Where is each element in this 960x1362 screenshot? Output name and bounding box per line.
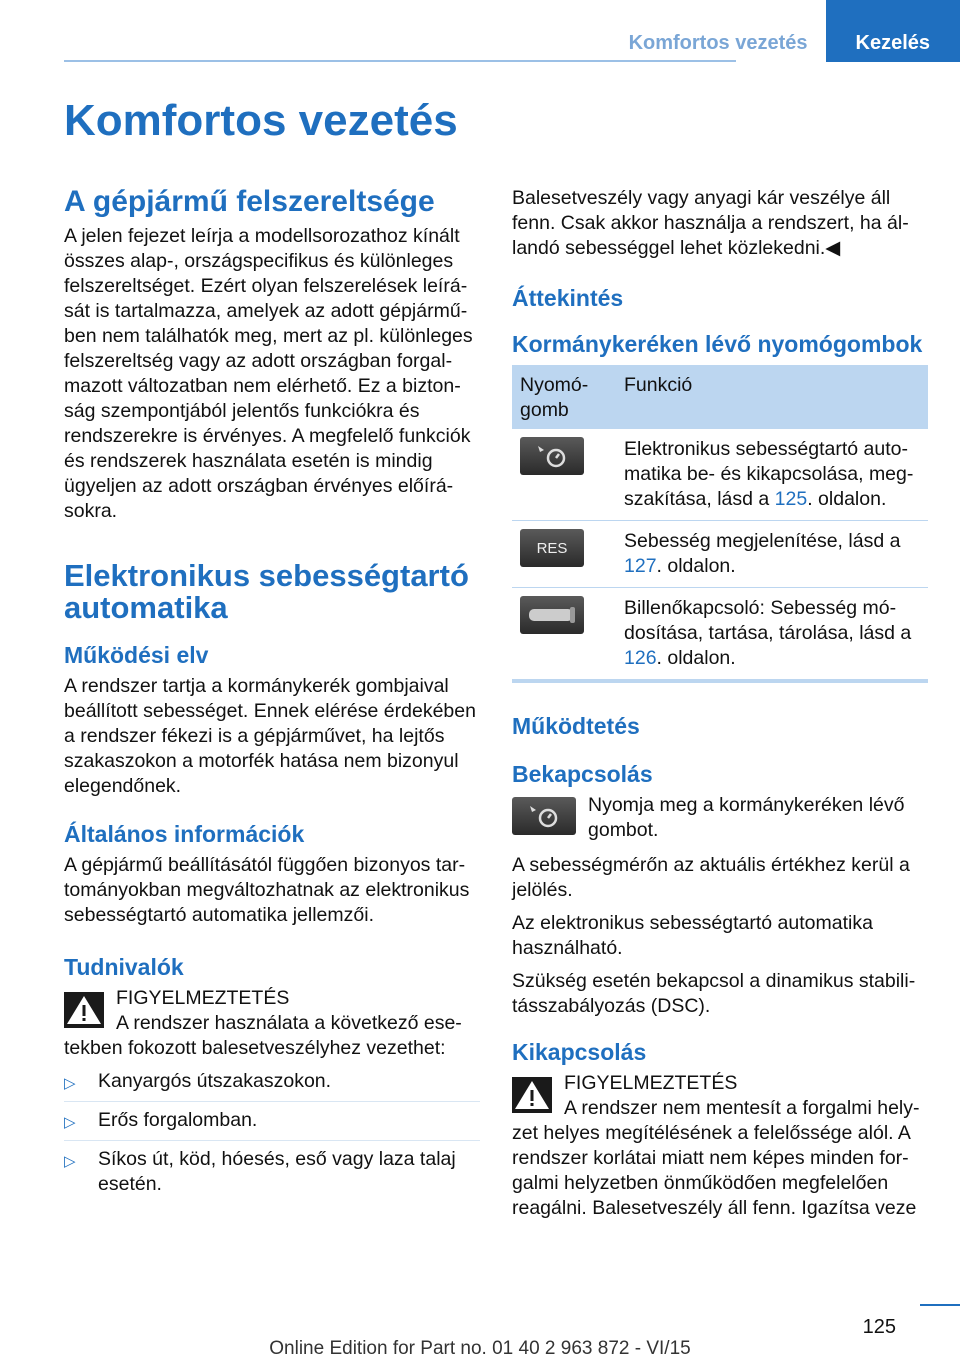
page-header xyxy=(611,0,960,62)
paragraph-switch-on-1: A sebességmérőn az aktuális értékhez kerül a jelölés. xyxy=(512,854,910,901)
right-column xyxy=(512,186,928,1221)
paragraph-press-button: Nyomja meg a kormánykeréken lévő gombot. xyxy=(588,794,905,841)
header-tab[interactable]: Kezelés xyxy=(826,0,960,62)
paragraph-switch-on-3: Szükség esetén bekapcsol a dinamikus stabilitásszabályozás (DSC). xyxy=(512,970,916,1017)
table-cell: Billenőkapcsoló: Sebesség módosítása, tartása, tárolása, lásd a 126. oldalon. xyxy=(616,588,928,682)
heading-notes: Tudnivalók xyxy=(64,954,184,980)
warning-heading: FIGYELMEZTETÉS xyxy=(116,987,290,1009)
page-number: 125 xyxy=(862,1316,896,1338)
table-cell: Elektronikus sebességtartó automatika be- és kikapcsolása, megszakítása, lásd a 125. oldalon. xyxy=(616,429,928,521)
warning-heading: FIGYELMEZTETÉS xyxy=(564,1072,738,1094)
heading-switch-off: Kikapcsolás xyxy=(512,1039,647,1065)
footer-text: Online Edition for Part no. 01 40 2 963 872 - VI/15 xyxy=(269,1338,691,1359)
warning-text: A rendszer használata a következő esetekben fokozott balesetveszélyhez vezethet: xyxy=(64,1012,462,1059)
list-item: ▷ Síkos út, köd, hóesés, eső vagy laza talaj esetén. xyxy=(64,1148,456,1195)
heading-general: Általános információk xyxy=(64,821,305,847)
heading-principle: Működési elv xyxy=(64,642,209,668)
triangle-bullet-icon: ▷ xyxy=(64,1114,76,1131)
page-title: Komfortos vezetés xyxy=(64,96,458,145)
rocker-switch-icon xyxy=(520,596,584,634)
buttons-table xyxy=(512,365,928,683)
bullet-list xyxy=(64,1069,480,1204)
paragraph-equipment: A jelen fejezet leírja a modellsorozathoz kínált összes alap-, országspecifikus és különleges felszereltséget. Ezért olyan felszerelések leírását is tartalmazza, amelyek az adott gépjárműben nem találhatók meg, mert az pl. különleges felszereltség vagy az adott országban forgalmazott változatban nem elérhető. Ez a biztonság szempontjából jelentős funkciókra és rendszerekre is érvényes. A megfelelő funkciók és rendszerek használata esetén is mindig ügyeljen az adott országban érvényes előírásokra. xyxy=(64,225,473,522)
operation-step xyxy=(512,793,928,843)
table-row xyxy=(512,588,928,682)
table-row xyxy=(512,429,928,521)
page-link[interactable]: 125 xyxy=(774,488,808,510)
warning-box xyxy=(64,986,480,1061)
paragraph-general: A gépjármű beállításától függően bizonyos tartományokban megváltozhatnak az elektronikus sebességtartó automatika jellemzői. xyxy=(64,854,470,926)
column-header-function: Funkció xyxy=(616,365,928,429)
table-cell: Sebesség megjelenítése, lásd a 127. oldalon. xyxy=(616,521,928,588)
paragraph-principle: A rendszer tartja a kormánykerék gombjaival beállított sebességet. Ennek elérése érdekében a rendszer fékezi is a gépjárművet, ha lejtős szakaszokon a motorfék hatása nem bizonyul elegendőnek. xyxy=(64,675,476,797)
warning-text: A rendszer nem mentesít a forgalmi helyzet helyes megítélésének a felelőssége alól. A rendszer korlátai miatt nem képes minden forgalmi helyzetben önműködően megfelelően reagálni. Balesetveszély áll fenn. Igazítsa veze xyxy=(512,1097,920,1219)
page-link[interactable]: 126 xyxy=(624,647,657,669)
triangle-bullet-icon: ▷ xyxy=(64,1153,76,1170)
header-rule xyxy=(64,60,736,62)
left-column xyxy=(64,186,480,1210)
cruise-control-icon xyxy=(520,437,584,475)
column-header-button: Nyomógomb xyxy=(512,365,616,429)
res-button-icon: RES xyxy=(520,529,584,567)
page-link[interactable]: 127 xyxy=(624,555,657,577)
paragraph-switch-on-2: Az elektronikus sebességtartó automatika használható. xyxy=(512,912,873,959)
header-section: Komfortos vezetés xyxy=(628,32,808,54)
triangle-bullet-icon: ▷ xyxy=(64,1075,76,1092)
warning-icon xyxy=(512,1077,552,1113)
cruise-control-icon xyxy=(512,797,576,835)
heading-switch-on: Bekapcsolás xyxy=(512,761,653,787)
heading-cruise-control: Elektronikus sebességtartó automatika xyxy=(64,558,469,625)
page-number-rule xyxy=(920,1304,960,1306)
heading-equipment: A gépjármű felszereltsége xyxy=(64,185,435,218)
table-header-row xyxy=(512,365,928,429)
paragraph-continued: Balesetveszély vagy anyagi kár veszélye áll fenn. Csak akkor használja a rendszert, ha állandó sebességgel lehet közlekedni.◀ xyxy=(512,187,909,259)
list-item: ▷ Kanyargós útszakaszokon. xyxy=(64,1069,480,1102)
heading-operation: Működtetés xyxy=(512,713,640,739)
warning-box xyxy=(512,1071,928,1221)
heading-buttons: Kormánykeréken lévő nyomógombok xyxy=(512,331,923,357)
table-row xyxy=(512,521,928,588)
warning-icon xyxy=(64,992,104,1028)
heading-overview: Áttekintés xyxy=(512,285,624,311)
list-item: ▷ Erős forgalomban. xyxy=(64,1108,480,1141)
